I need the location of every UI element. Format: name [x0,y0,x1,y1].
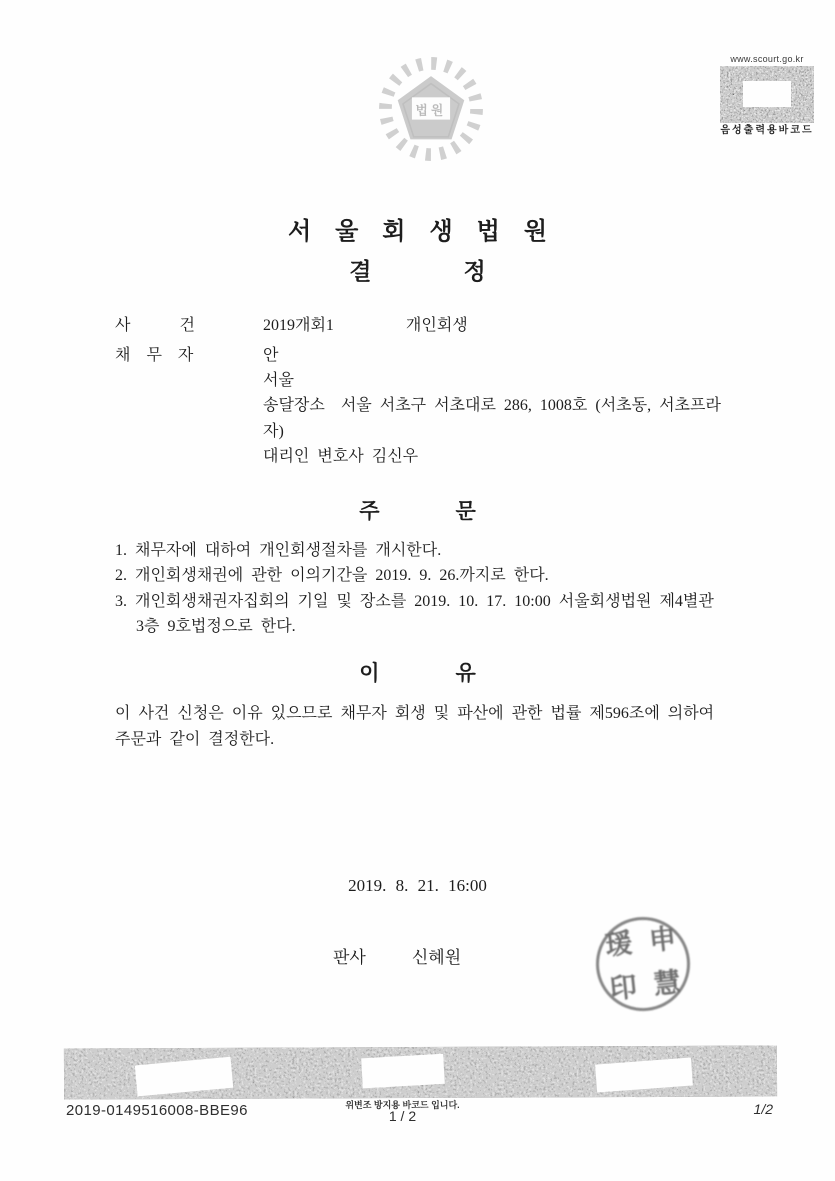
debtor-attorney-line: 대리인 변호사 김신우 [263,447,419,465]
debtor-label: 채 무 자 [115,347,194,364]
judge-seal-stamp [591,912,694,1015]
page-number: 1/2 [753,1101,773,1117]
redaction-patch [361,1054,445,1089]
order-item-3-cont: 3층 9호법정으로 한다. [136,618,296,636]
order-list [115,538,755,640]
court-name-title: 서울회생법원 [287,219,572,245]
anti-forgery-note: 위변조 방지용 바코드 입니다. [345,1100,460,1110]
decision-heading-right: 정 [463,259,486,284]
order-heading-left: 주 [359,499,380,523]
barcode-caption: 음성출력용바코드 [720,125,814,136]
order-item-1: 1. 채무자에 대하여 개인회생절차를 개시한다. [115,542,442,559]
reason-text [115,701,743,754]
seal-char: 慧 [652,966,683,1000]
order-heading-right: 문 [455,499,476,523]
case-type: 개인회생 [405,317,468,334]
court-emblem-icon [378,55,484,163]
seal-char: 印 [608,971,639,1005]
reason-heading [0,657,835,687]
case-label: 사 건 [115,317,195,334]
page-indicator-center: 1 / 2 [388,1108,417,1124]
case-info-section [115,313,755,469]
debtor-service-address-line: 송달장소 서울 서초구 서초대로 286, 1008호 (서초동, 서초프라 [263,397,721,415]
seal-char: 申 [647,922,678,956]
decision-datetime: 2019. 8. 21. 16:00 [348,876,487,895]
debtor-details [263,343,721,469]
case-number: 2019개회1 [263,317,334,334]
debtor-address-line: 서울 [263,372,294,390]
decision-heading [0,253,835,286]
document-id: 2019-0149516008-BBE96 [66,1102,248,1119]
voice-barcode-image [720,66,814,123]
judge-name: 신혜원 [411,948,462,967]
order-item-2: 2. 개인회생채권에 관한 이의기간을 2019. 9. 26.까지로 한다. [115,567,549,585]
barcode-center-hole [743,81,791,107]
judge-signature-line [333,943,461,968]
reason-line-2: 주문과 같이 결정한다. [115,731,275,749]
emblem-label: 법원 [415,102,447,118]
reason-heading-left: 이 [359,661,380,685]
case-number-row [115,313,755,338]
judge-title-label: 판사 [333,948,366,967]
seal-char: 瑗 [603,927,634,961]
reason-line-1: 이 사건 신청은 이유 있으므로 채무자 회생 및 파산에 관한 법률 제596조에 의하여 [115,705,715,722]
order-heading [0,495,835,525]
debtor-name: 안 [263,347,279,364]
debtor-row [115,343,755,469]
order-item-3: 3. 개인회생채권자집회의 기일 및 장소를 2019. 10. 17. 10:00 서울회생법원 제4별관 [115,592,714,610]
decision-heading-left: 결 [349,259,372,284]
debtor-service-address-cont: 자) [263,422,284,440]
footer-center-block [0,1100,805,1123]
anti-forgery-barcode-strip [64,1045,777,1099]
voice-barcode-block [708,54,826,137]
barcode-site-url: www.scourt.go.kr [730,54,804,64]
reason-heading-right: 유 [455,661,476,685]
